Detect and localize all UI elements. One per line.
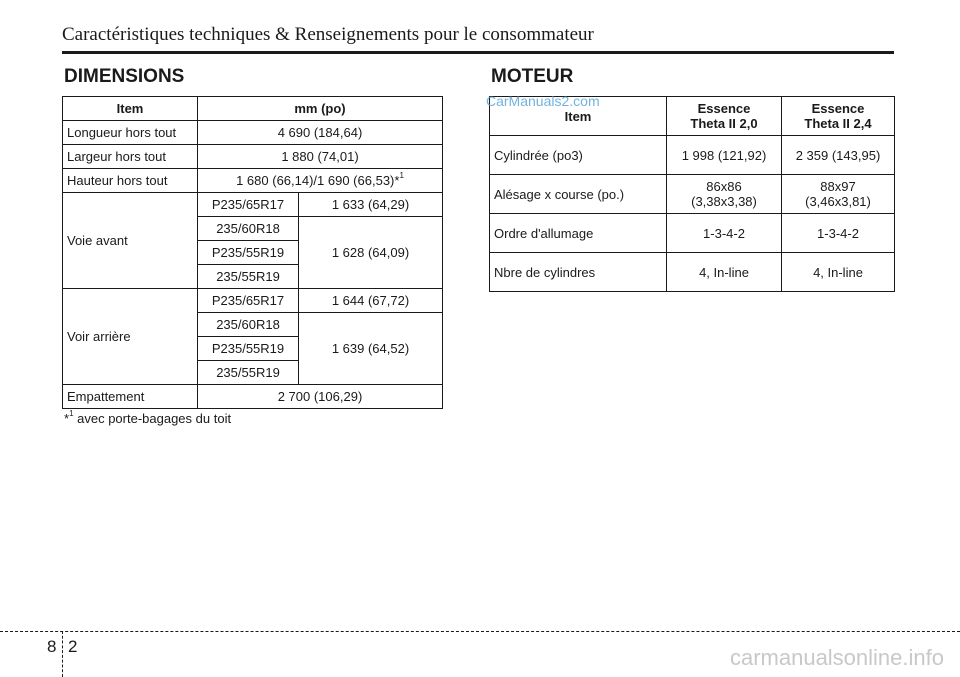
footnote-ref: 1 bbox=[399, 171, 404, 180]
table-row bbox=[490, 214, 895, 253]
footnote bbox=[64, 411, 231, 426]
col-header-line: Theta II 2,0 bbox=[690, 116, 758, 131]
table-row bbox=[63, 145, 443, 169]
row-label: Cylindrée (po3) bbox=[490, 136, 667, 175]
hauteur-value: 1 680 (66,14)/1 690 (66,53)* bbox=[236, 173, 400, 188]
footnote-number: 1 bbox=[69, 409, 74, 418]
value-line: 88x97 bbox=[820, 179, 856, 194]
site-watermark: carmanualsonline.info bbox=[729, 645, 944, 670]
tire-size: P235/65R17 bbox=[198, 289, 299, 313]
table-row bbox=[63, 385, 443, 409]
table-row bbox=[63, 289, 443, 313]
tire-size: P235/55R19 bbox=[198, 241, 299, 265]
table-row bbox=[63, 121, 443, 145]
row-value: 1 639 (64,52) bbox=[299, 313, 443, 385]
row-label: Largeur hors tout bbox=[63, 145, 198, 169]
row-value bbox=[198, 169, 443, 193]
footer-separator bbox=[62, 631, 63, 677]
row-label: Voir arrière bbox=[63, 289, 198, 385]
row-value: 1-3-4-2 bbox=[667, 214, 782, 253]
row-label: Nbre de cylindres bbox=[490, 253, 667, 292]
tire-size: 235/60R18 bbox=[198, 217, 299, 241]
tire-size: P235/55R19 bbox=[198, 337, 299, 361]
row-value: 1 644 (67,72) bbox=[299, 289, 443, 313]
row-value: 4 690 (184,64) bbox=[198, 121, 443, 145]
row-label: Voie avant bbox=[63, 193, 198, 289]
col-header-item: Item bbox=[63, 97, 198, 121]
carmanuals-watermark: CarManuals2.com bbox=[486, 93, 600, 109]
footer-rule bbox=[0, 631, 960, 632]
row-value: 1 998 (121,92) bbox=[667, 136, 782, 175]
dimensions-title: DIMENSIONS bbox=[64, 66, 185, 87]
row-value: 4, In-line bbox=[782, 253, 895, 292]
table-row bbox=[490, 253, 895, 292]
row-value bbox=[782, 175, 895, 214]
engine-table bbox=[489, 96, 895, 292]
tire-size: 235/60R18 bbox=[198, 313, 299, 337]
dimensions-table bbox=[62, 96, 443, 409]
row-value: 2 359 (143,95) bbox=[782, 136, 895, 175]
chapter-number: 8 bbox=[47, 637, 57, 656]
tire-size: 235/55R19 bbox=[198, 265, 299, 289]
tire-size: 235/55R19 bbox=[198, 361, 299, 385]
row-value: 1-3-4-2 bbox=[782, 214, 895, 253]
row-value: 1 628 (64,09) bbox=[299, 217, 443, 289]
page-number: 2 bbox=[68, 637, 78, 656]
row-label: Hauteur hors tout bbox=[63, 169, 198, 193]
value-line: (3,38x3,38) bbox=[691, 194, 757, 209]
page-header-title: Caractéristiques techniques & Renseignements pour le consommateur bbox=[62, 24, 594, 45]
col-header-theta-20 bbox=[667, 97, 782, 136]
col-header-mm: mm (po) bbox=[198, 97, 443, 121]
row-value bbox=[667, 175, 782, 214]
row-label: Alésage x course (po.) bbox=[490, 175, 667, 214]
col-header-item: Item bbox=[490, 97, 667, 136]
moteur-title: MOTEUR bbox=[491, 66, 574, 87]
table-row bbox=[63, 169, 443, 193]
col-header-line: Essence bbox=[811, 101, 865, 116]
table-row bbox=[63, 193, 443, 217]
table-row bbox=[490, 136, 895, 175]
col-header-line: Theta II 2,4 bbox=[804, 116, 872, 131]
header-rule bbox=[62, 51, 894, 54]
row-label: Longueur hors tout bbox=[63, 121, 198, 145]
row-value: 2 700 (106,29) bbox=[198, 385, 443, 409]
footnote-mark: * bbox=[64, 411, 70, 426]
row-label: Empattement bbox=[63, 385, 198, 409]
col-header-theta-24 bbox=[782, 97, 895, 136]
table-header-row bbox=[63, 97, 443, 121]
col-header-line: Essence bbox=[697, 101, 751, 116]
value-line: (3,46x3,81) bbox=[805, 194, 871, 209]
row-value: 4, In-line bbox=[667, 253, 782, 292]
tire-size: P235/65R17 bbox=[198, 193, 299, 217]
value-line: 86x86 bbox=[706, 179, 742, 194]
table-row bbox=[490, 175, 895, 214]
row-label: Ordre d'allumage bbox=[490, 214, 667, 253]
row-value: 1 633 (64,29) bbox=[299, 193, 443, 217]
row-value: 1 880 (74,01) bbox=[198, 145, 443, 169]
footnote-text: avec porte-bagages du toit bbox=[73, 411, 232, 426]
